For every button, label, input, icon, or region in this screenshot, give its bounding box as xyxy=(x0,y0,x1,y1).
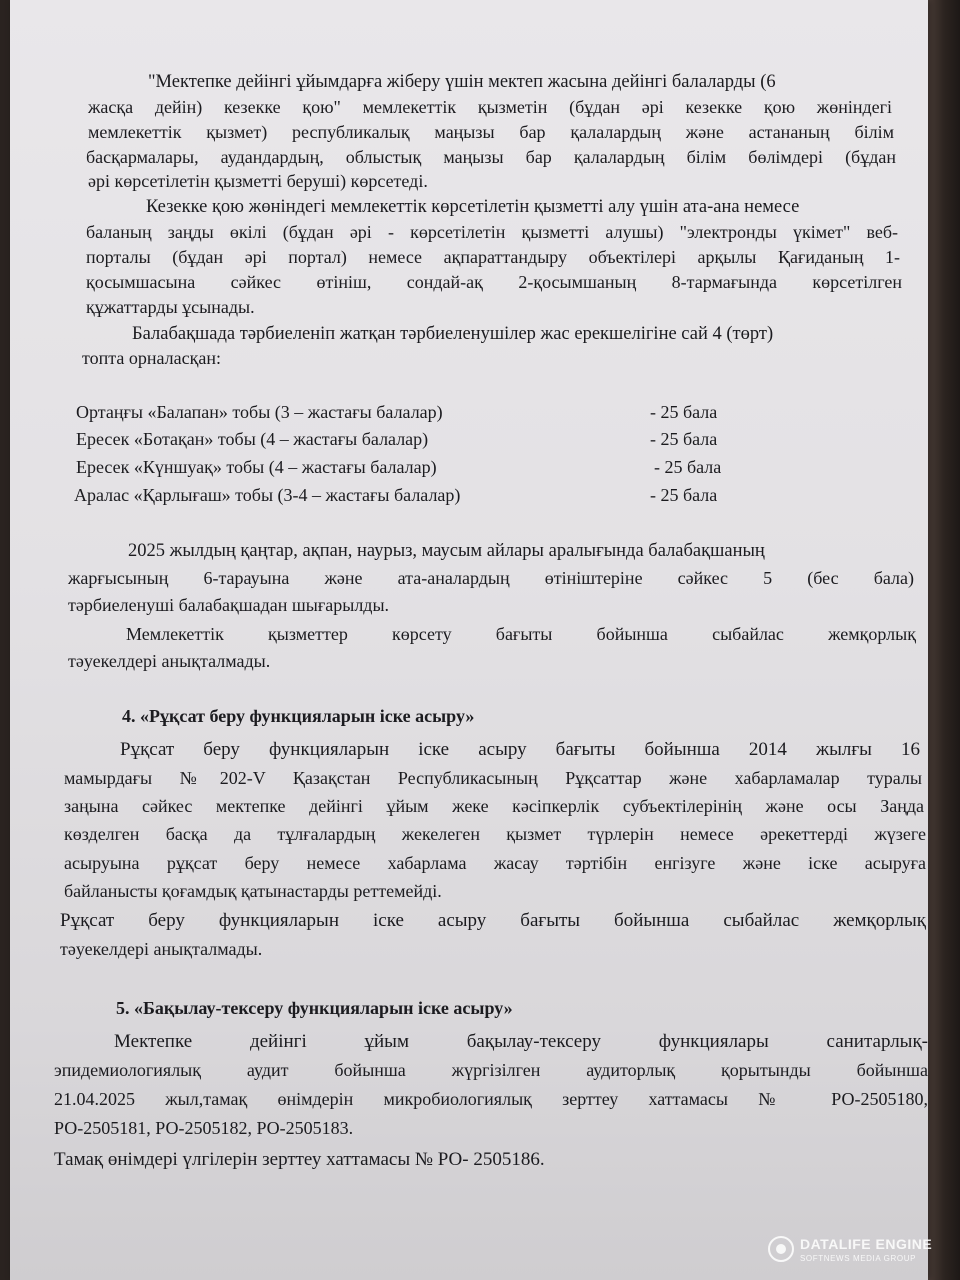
para5-line-2: тәуекелдері анықталмады. xyxy=(68,651,271,671)
group-count-3: - 25 бала xyxy=(654,457,722,477)
para6-line-3: заңына сәйкес мектепке дейінгі ұйым жеке кәсіпкерлік субъектілерінің және осы Заңда xyxy=(64,796,924,816)
para3-line-1: Балабақшада тәрбиеленіп жатқан тәрбиеленушілер жас ерекшелігіне сай 4 (төрт) xyxy=(132,324,774,344)
para4-line-2: жарғысының 6-тарауына және ата-аналардың өтініштеріне сәйкес 5 (бес бала) xyxy=(68,568,914,588)
group-count-4: - 25 бала xyxy=(650,485,718,505)
para5-line-1: Мемлекеттік қызметтер көрсету бағыты бойынша сыбайлас жемқорлық xyxy=(126,624,916,644)
watermark-title: DATALIFE ENGINE xyxy=(800,1236,933,1252)
para2-line-5: құжаттарды ұсынады. xyxy=(86,297,255,317)
para2-line-4: қосымшасына сәйкес өтініш, сондай-ақ 2-қосымшаның 8-тармағында көрсетілген xyxy=(86,272,902,292)
datalife-logo-icon xyxy=(768,1236,794,1262)
document-page xyxy=(10,0,928,1280)
para3-line-2: топта орналасқан: xyxy=(82,348,221,368)
para1-line-4: басқармалары, аудандардың, облыстық маңызы бар қалалардың білім бөлімдері (бұдан xyxy=(86,147,896,167)
watermark-subtitle: SOFTNEWS MEDIA GROUP xyxy=(800,1254,917,1263)
para6-line-6: байланысты қоғамдық қатынастарды реттемейді. xyxy=(64,881,442,901)
para1-line-3: мемлекеттік қызмет) республикалық маңызы бар қалалардың және астананың білім xyxy=(88,122,894,142)
section-5-heading: 5. «Бақылау-тексеру функцияларын іске асыру» xyxy=(116,998,513,1018)
para8-line-1: Мектепке дейінгі ұйым бақылау-тексеру функциялары санитарлық- xyxy=(114,1031,928,1052)
para1-line-5: әрі көрсетілетін қызметті беруші) көрсетеді. xyxy=(88,171,428,191)
para6-line-4: көзделген басқа да тұлғалардың жекелеген қызмет түрлерін немесе әрекеттерді жүзеге xyxy=(64,824,926,844)
para4-line-3: тәрбиеленуші балабақшадан шығарылды. xyxy=(68,595,390,615)
group-name-2: Ересек «Ботақан» тобы (4 – жастағы балалар) xyxy=(76,429,429,449)
para8-line-2: эпидемиологиялық аудит бойынша жүргізілген аудиторлық қорытынды бойынша xyxy=(54,1060,928,1080)
group-count-2: - 25 бала xyxy=(650,429,718,449)
para2-line-1: Кезекке қою жөніндегі мемлекеттік көрсетілетін қызметті алу үшін ата-ана немесе xyxy=(146,197,800,217)
group-count-1: - 25 бала xyxy=(650,402,718,422)
para2-line-3: порталы (бұдан әрі портал) немесе ақпараттандыру объектілері арқылы Қағиданың 1- xyxy=(86,247,900,267)
para2-line-2: баланың заңды өкілі (бұдан әрі - көрсетілетін қызметті алушы) "электронды үкімет" веб- xyxy=(86,222,898,242)
para6-line-5: асыруына рұқсат беру немесе хабарлама жасау тәртібін енгізуге және іске асыруға xyxy=(64,853,926,873)
para7-line-2: тәуекелдері анықталмады. xyxy=(60,939,263,959)
para4-line-1: 2025 жылдың қаңтар, ақпан, наурыз, маусым айлары аралығында балабақшаның xyxy=(128,541,765,561)
watermark xyxy=(768,1232,948,1272)
para1-line-1: "Мектепке дейінгі ұйымдарға жіберу үшін мектеп жасына дейінгі балаларды (6 xyxy=(148,72,776,92)
para8-line-3: 21.04.2025 жыл,тамақ өнімдерін микробиологиялық зерттеу хаттамасы № РО-2505180, xyxy=(54,1089,928,1109)
group-name-3: Ересек «Күншуақ» тобы (4 – жастағы балалар) xyxy=(76,457,437,477)
para6-line-2: мамырдағы №202-V Қазақстан Республикасының Рұқсаттар және хабарламалар туралы xyxy=(64,768,922,788)
para7-line-1: Рұқсат беру функцияларын іске асыру бағыты бойынша сыбайлас жемқорлық xyxy=(60,910,926,931)
para1-line-2: жасқа дейін) кезекке қою" мемлекеттік қызметін (бұдан әрі кезекке қою жөніндегі xyxy=(88,97,892,117)
group-name-1: Ортаңғы «Балапан» тобы (3 – жастағы балалар) xyxy=(76,402,443,422)
group-name-4: Аралас «Қарлығаш» тобы (3-4 – жастағы балалар) xyxy=(74,485,461,505)
para6-line-1: Рұқсат беру функцияларын іске асыру бағыты бойынша 2014 жылғы 16 xyxy=(120,739,920,760)
section-4-heading: 4. «Рұқсат беру функцияларын іске асыру» xyxy=(122,706,475,726)
para9-line-1: Тамақ өнімдері үлгілерін зерттеу хаттамасы № РО- 2505186. xyxy=(54,1149,545,1170)
para8-line-4: РО-2505181, РО-2505182, РО-2505183. xyxy=(54,1118,354,1138)
